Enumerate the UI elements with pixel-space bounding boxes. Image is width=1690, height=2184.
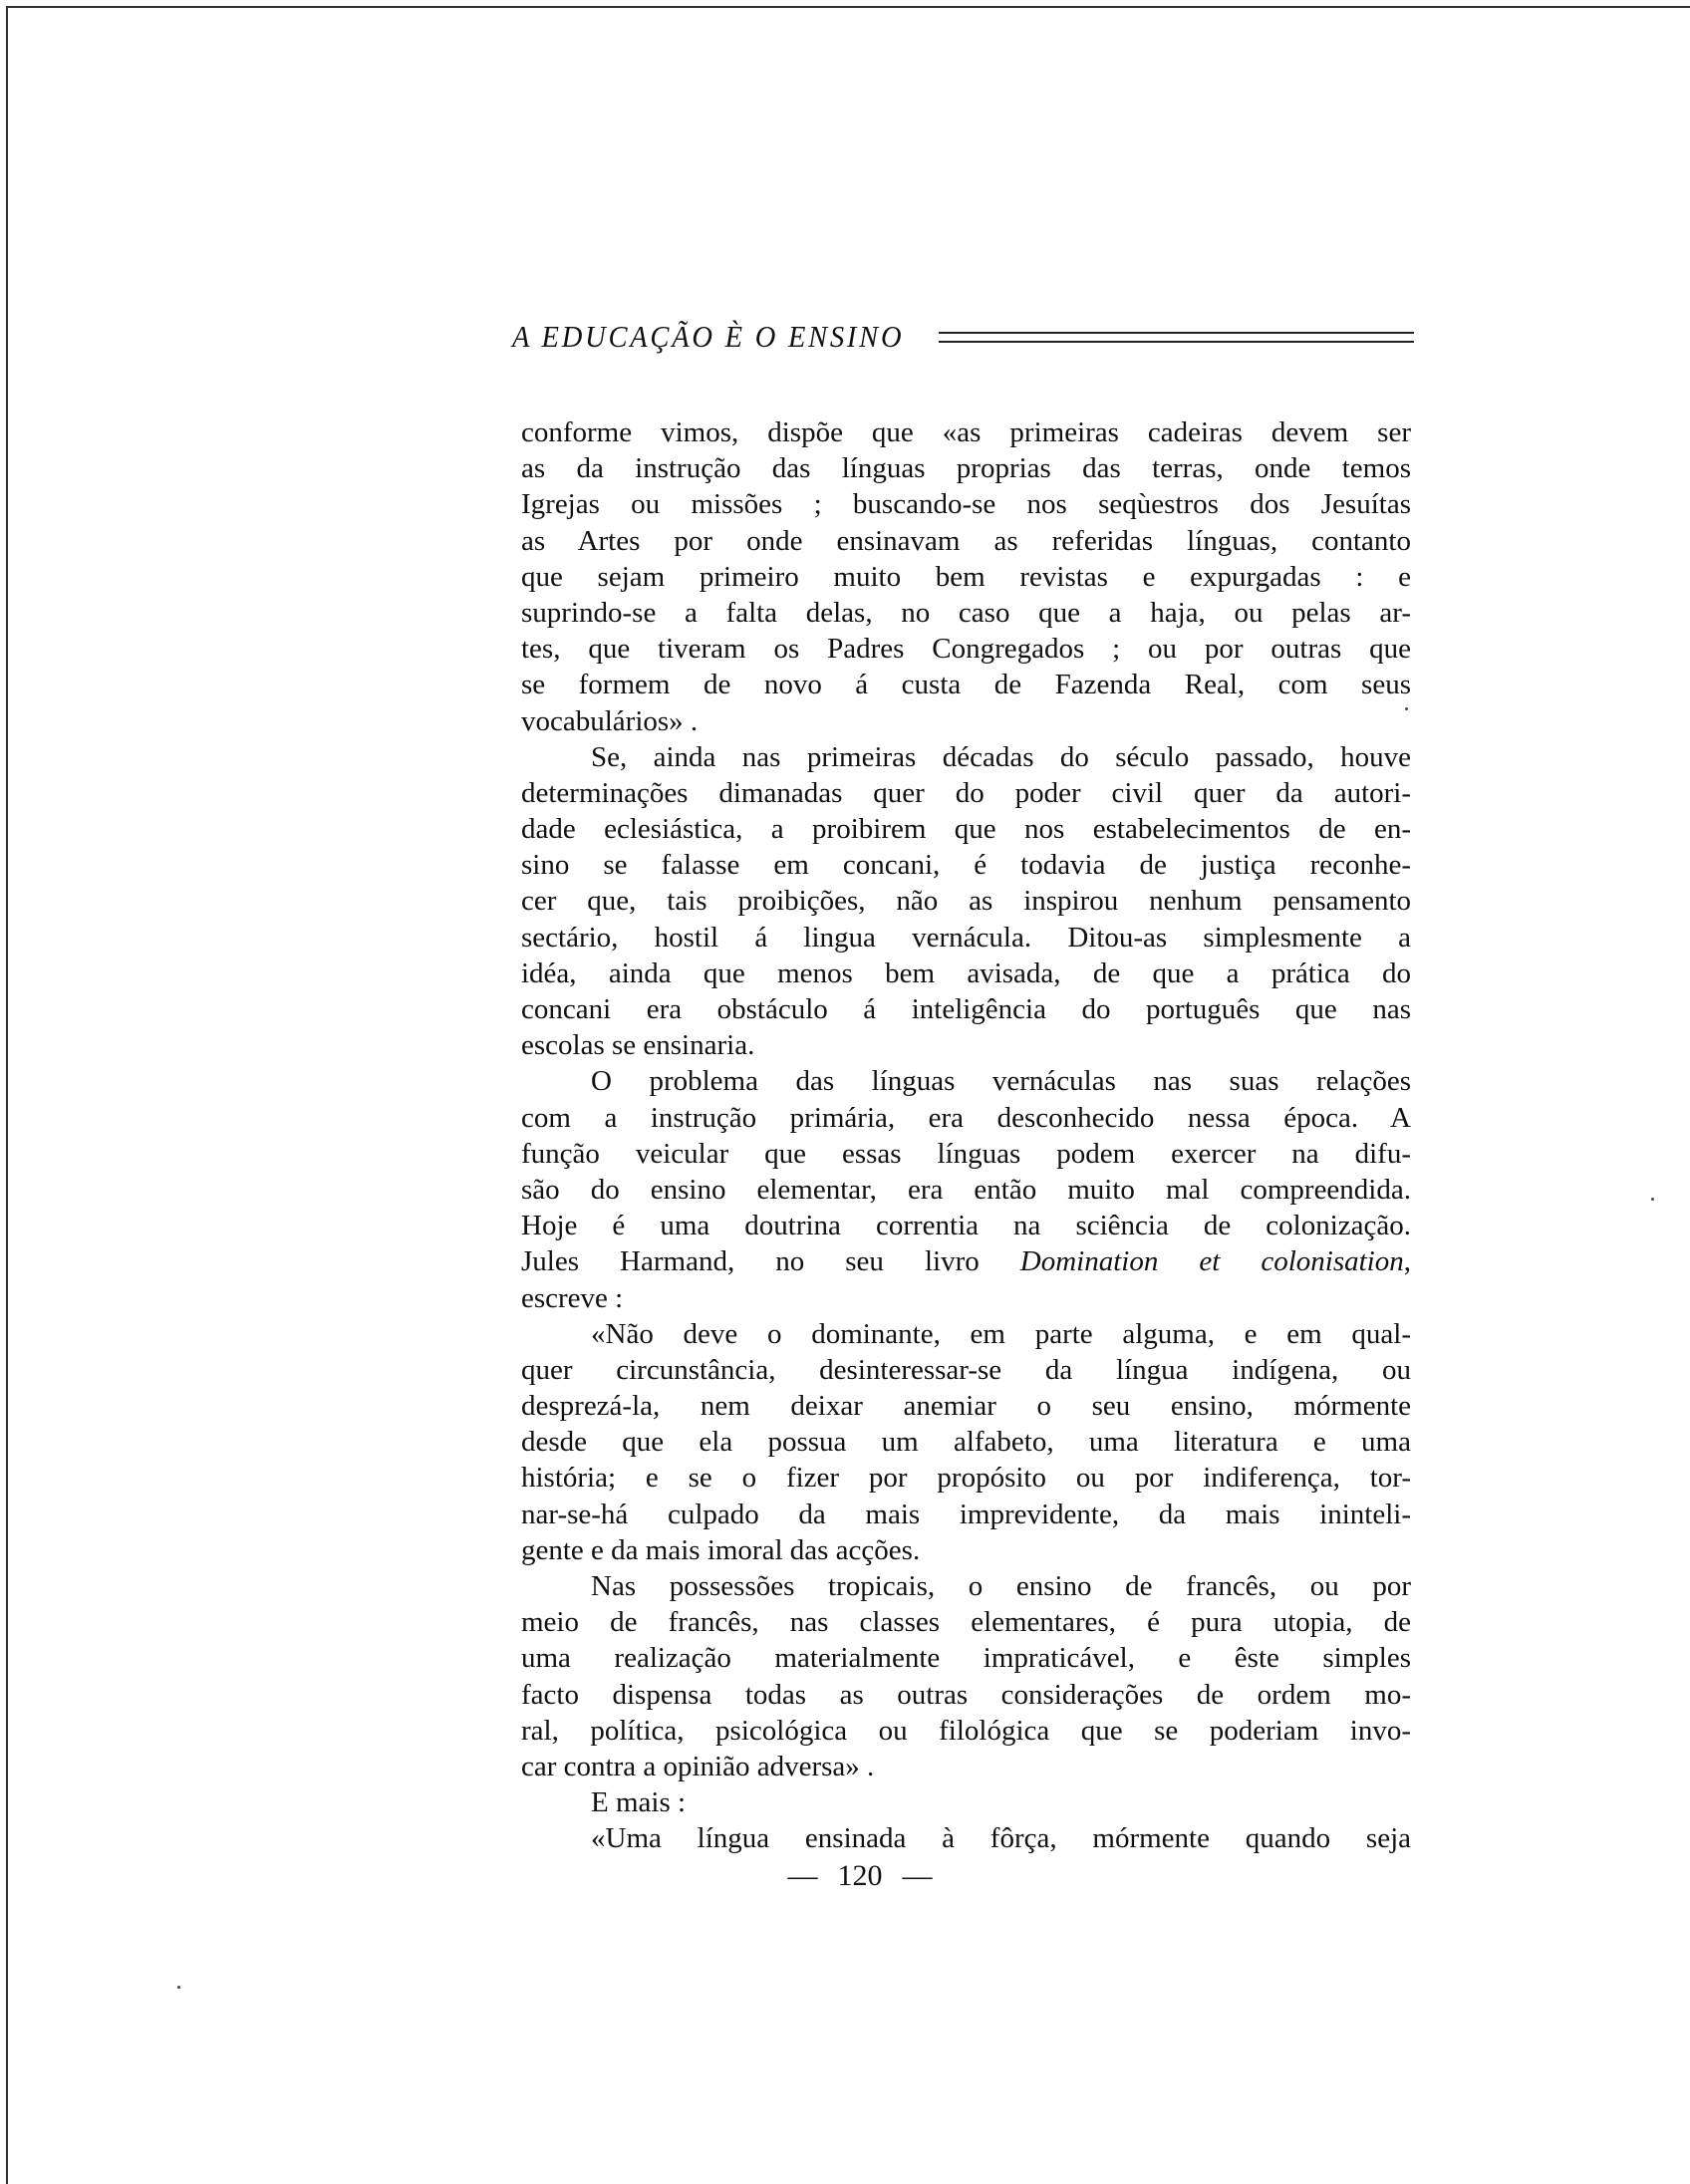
text-line: car contra a opinião adversa» .	[521, 1750, 875, 1782]
running-header-title: A EDUCAÇÃO È O ENSINO	[512, 319, 905, 354]
text-line: uma realização materialmente impraticável, e êste simples	[521, 1642, 1411, 1675]
text-line: desde que ela possua um alfabeto, uma literatura e uma	[521, 1426, 1411, 1459]
text-line: gente e da mais imoral das acções.	[521, 1533, 921, 1566]
page-number-value: 120	[837, 1859, 883, 1892]
text-line: quer circunstância, desinteressar-se da língua indígena, ou	[521, 1353, 1411, 1386]
text-line: dade eclesiástica, a proibirem que nos estabelecimentos de en-	[521, 813, 1411, 846]
text-line: nar-se-há culpado da mais imprevidente, da mais ininteli-	[521, 1498, 1411, 1530]
text-line: idéa, ainda que menos bem avisada, de que a prática do	[521, 956, 1411, 989]
text-line: Hoje é uma doutrina correntia na sciência de colonização.	[521, 1210, 1411, 1242]
header-double-rule	[939, 332, 1414, 343]
dash-left: —	[787, 1859, 818, 1892]
text-line: que sejam primeiro muito bem revistas e expurgadas : e	[521, 560, 1411, 593]
scan-speck	[1651, 1198, 1654, 1201]
text-line: «Não deve o dominante, em parte alguma, e em qual-	[591, 1317, 1411, 1350]
text-line: história; e se o fizer por propósito ou por indiferença, tor-	[521, 1462, 1411, 1495]
book-title: Domination et colonisation	[1019, 1245, 1404, 1278]
text-line: desprezá-la, nem deixar anemiar o seu ensino, mórmente	[521, 1390, 1411, 1423]
text-line: suprindo-se a falta delas, no caso que a haja, ou pelas ar-	[521, 596, 1411, 629]
text-line: conforme vimos, dispõe que «as primeiras cadeiras devem ser	[521, 416, 1411, 448]
running-header	[512, 317, 1414, 357]
text-line: E mais :	[591, 1786, 687, 1819]
text-line: são do ensino elementar, era então muito mal compreendida.	[521, 1173, 1411, 1206]
text-line: determinações dimanadas quer do poder civil quer da autori-	[521, 776, 1411, 809]
text-line: escolas se ensinaria.	[521, 1029, 755, 1062]
text-line: O problema das línguas vernáculas nas suas relações	[591, 1065, 1411, 1098]
text-line	[521, 1243, 1411, 1279]
text-line: com a instrução primária, era desconhecido nessa época. A	[521, 1101, 1411, 1134]
text-line: Se, ainda nas primeiras décadas do século passado, houve	[591, 740, 1411, 773]
text-line: sectário, hostil á lingua vernácula. Ditou-as simplesmente a	[521, 921, 1411, 954]
text-line-segment: Jules Harmand, no seu livro	[521, 1245, 1020, 1278]
text-line: Nas possessões tropicais, o ensino de francês, ou por	[591, 1570, 1411, 1602]
scan-speck	[177, 1986, 180, 1989]
text-line: função veicular que essas línguas podem exercer na difu-	[521, 1137, 1411, 1170]
scan-border-top	[6, 6, 1690, 8]
body-text	[521, 414, 1411, 1857]
scan-border-left	[6, 6, 8, 2184]
text-line: meio de francês, nas classes elementares, é pura utopia, de	[521, 1606, 1411, 1639]
text-line: as da instrução das línguas proprias das terras, onde temos	[521, 452, 1411, 485]
text-line: vocabulários» .	[521, 704, 699, 737]
text-line: se formem de novo á custa de Fazenda Real, com seus	[521, 669, 1411, 701]
text-line: escreve :	[521, 1281, 624, 1314]
text-line: as Artes por onde ensinavam as referidas línguas, contanto	[521, 524, 1411, 557]
page-number	[0, 1859, 1690, 1893]
text-line: sino se falasse em concani, é todavia de justiça reconhe-	[521, 849, 1411, 882]
text-line: cer que, tais proibições, não as inspirou nenhum pensamento	[521, 885, 1411, 918]
text-line: concani era obstáculo á inteligência do português que nas	[521, 993, 1411, 1025]
text-line-segment: ,	[1403, 1245, 1411, 1278]
text-line: ral, política, psicológica ou filológica que se poderiam invo-	[521, 1714, 1411, 1747]
text-line: Igrejas ou missões ; buscando-se nos seqùestros dos Jesuítas	[521, 488, 1411, 521]
dash-right: —	[902, 1859, 933, 1892]
text-line: «Uma língua ensinada à fôrça, mórmente quando seja	[591, 1822, 1411, 1855]
scan-speck	[1405, 707, 1408, 710]
text-line: tes, que tiveram os Padres Congregados ; ou por outras que	[521, 633, 1411, 666]
text-line: facto dispensa todas as outras considerações de ordem mo-	[521, 1678, 1411, 1711]
